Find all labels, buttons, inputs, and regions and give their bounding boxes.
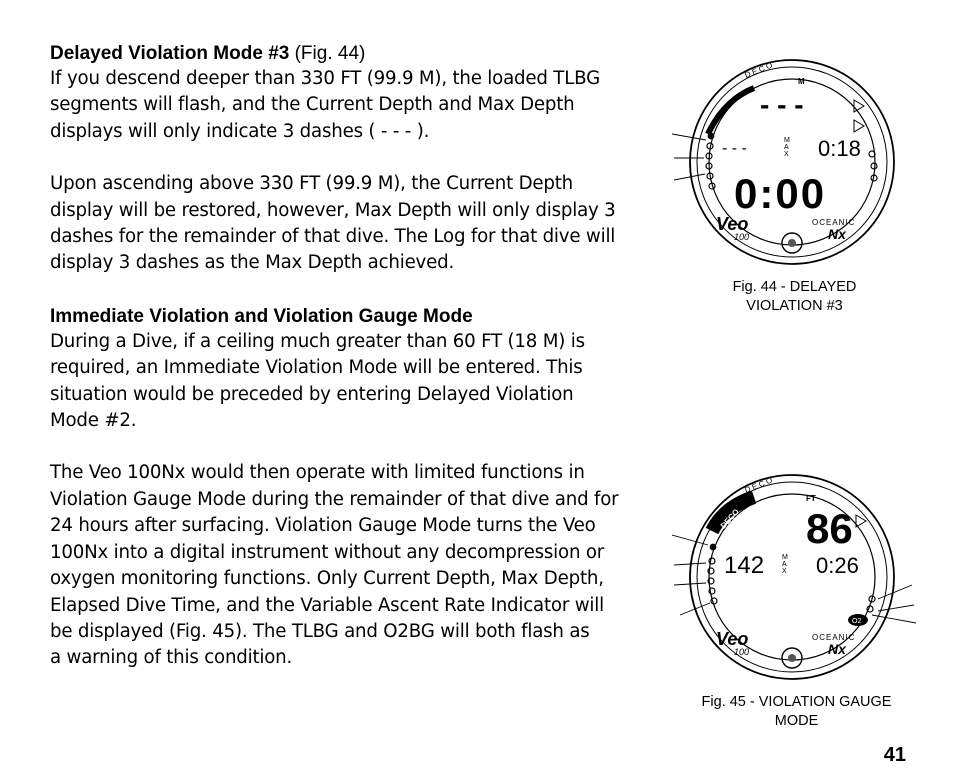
depth-unit: FT [806,494,816,503]
deco-ring-label: DECO [743,59,776,80]
heading-figure-ref: (Fig. 44) [289,43,366,64]
page-number: 41 [883,744,906,766]
deco-badge: DECO [718,507,741,531]
model-veo: Veo [716,629,749,649]
figure-45-caption: Fig. 45 - VIOLATION GAUGE MODE [701,694,892,729]
figure-45-dive-computer [672,465,917,690]
max-label: M [784,137,790,144]
figure-44-dive-computer [672,50,912,275]
main-depth-display: - - - [760,89,804,120]
model-nx: Nx [828,641,846,657]
svg-text:O2: O2 [852,618,862,625]
text-column [50,42,670,672]
big-time-display: 0:00 [734,170,827,217]
depth-unit: M [798,77,805,86]
svg-text:A: A [784,144,789,151]
max-label: M [782,554,788,561]
svg-text:X: X [784,151,789,158]
max-depth-display: 142 [724,552,765,579]
paragraph: During a Dive, if a ceiling much greater than 60 FT (18 M) is required, an Immediate Violation Mode will be entered. This situation would be preceded by entering Delayed Violation Mode #2. [50,330,585,432]
max-depth-display: - - - [722,140,747,157]
heading-bold: Delayed Violation Mode #3 [50,43,290,64]
deco-ring-label: DECO [743,474,776,495]
paragraph: Upon ascending above 330 FT (99.9 M), the Current Depth display will be restored, however, Max Depth will only display 3 dashes for the remainder of that dive. The Log for that dive will display 3 dashes as the Max Depth achieved. [50,173,616,274]
model-nx: Nx [828,226,846,242]
dive-time-display: 0:26 [816,553,859,578]
section-heading-delayed-violation [50,42,670,66]
figure-44-caption: Fig. 44 - DELAYED VIOLATION #3 [732,279,857,314]
model-num: 100 [734,232,750,242]
svg-text:X: X [782,568,787,575]
model-num: 100 [734,647,750,657]
dive-time-display: 0:18 [818,136,861,161]
main-depth-display: 86 [806,505,853,552]
section-heading-immediate-violation: Immediate Violation and Violation Gauge Mode [50,305,473,327]
brand-label: OCEANIC [812,218,856,227]
brand-label: OCEANIC [812,633,856,642]
svg-text:A: A [782,561,787,568]
paragraph: The Veo 100Nx would then operate with limited functions in Violation Gauge Mode during the remainder of that dive and for 24 hours after surfacing. Violation Gauge Mode turns the Veo 100Nx into a digital instrument without any decompression or oxygen monitoring functions. Only Current Depth, Max Depth, Elapsed Dive Time, and the Variable Ascent Rate Indicator will be displayed (Fig. 45). The TLBG and O2BG will both flash as a warning of this condition. [50,462,619,669]
paragraph: If you descend deeper than 330 FT (99.9 M), the loaded TLBG segments will flash, and the Current Depth and Max Depth displays will only indicate 3 dashes ( - - - ). [50,68,600,142]
model-veo: Veo [716,214,749,234]
